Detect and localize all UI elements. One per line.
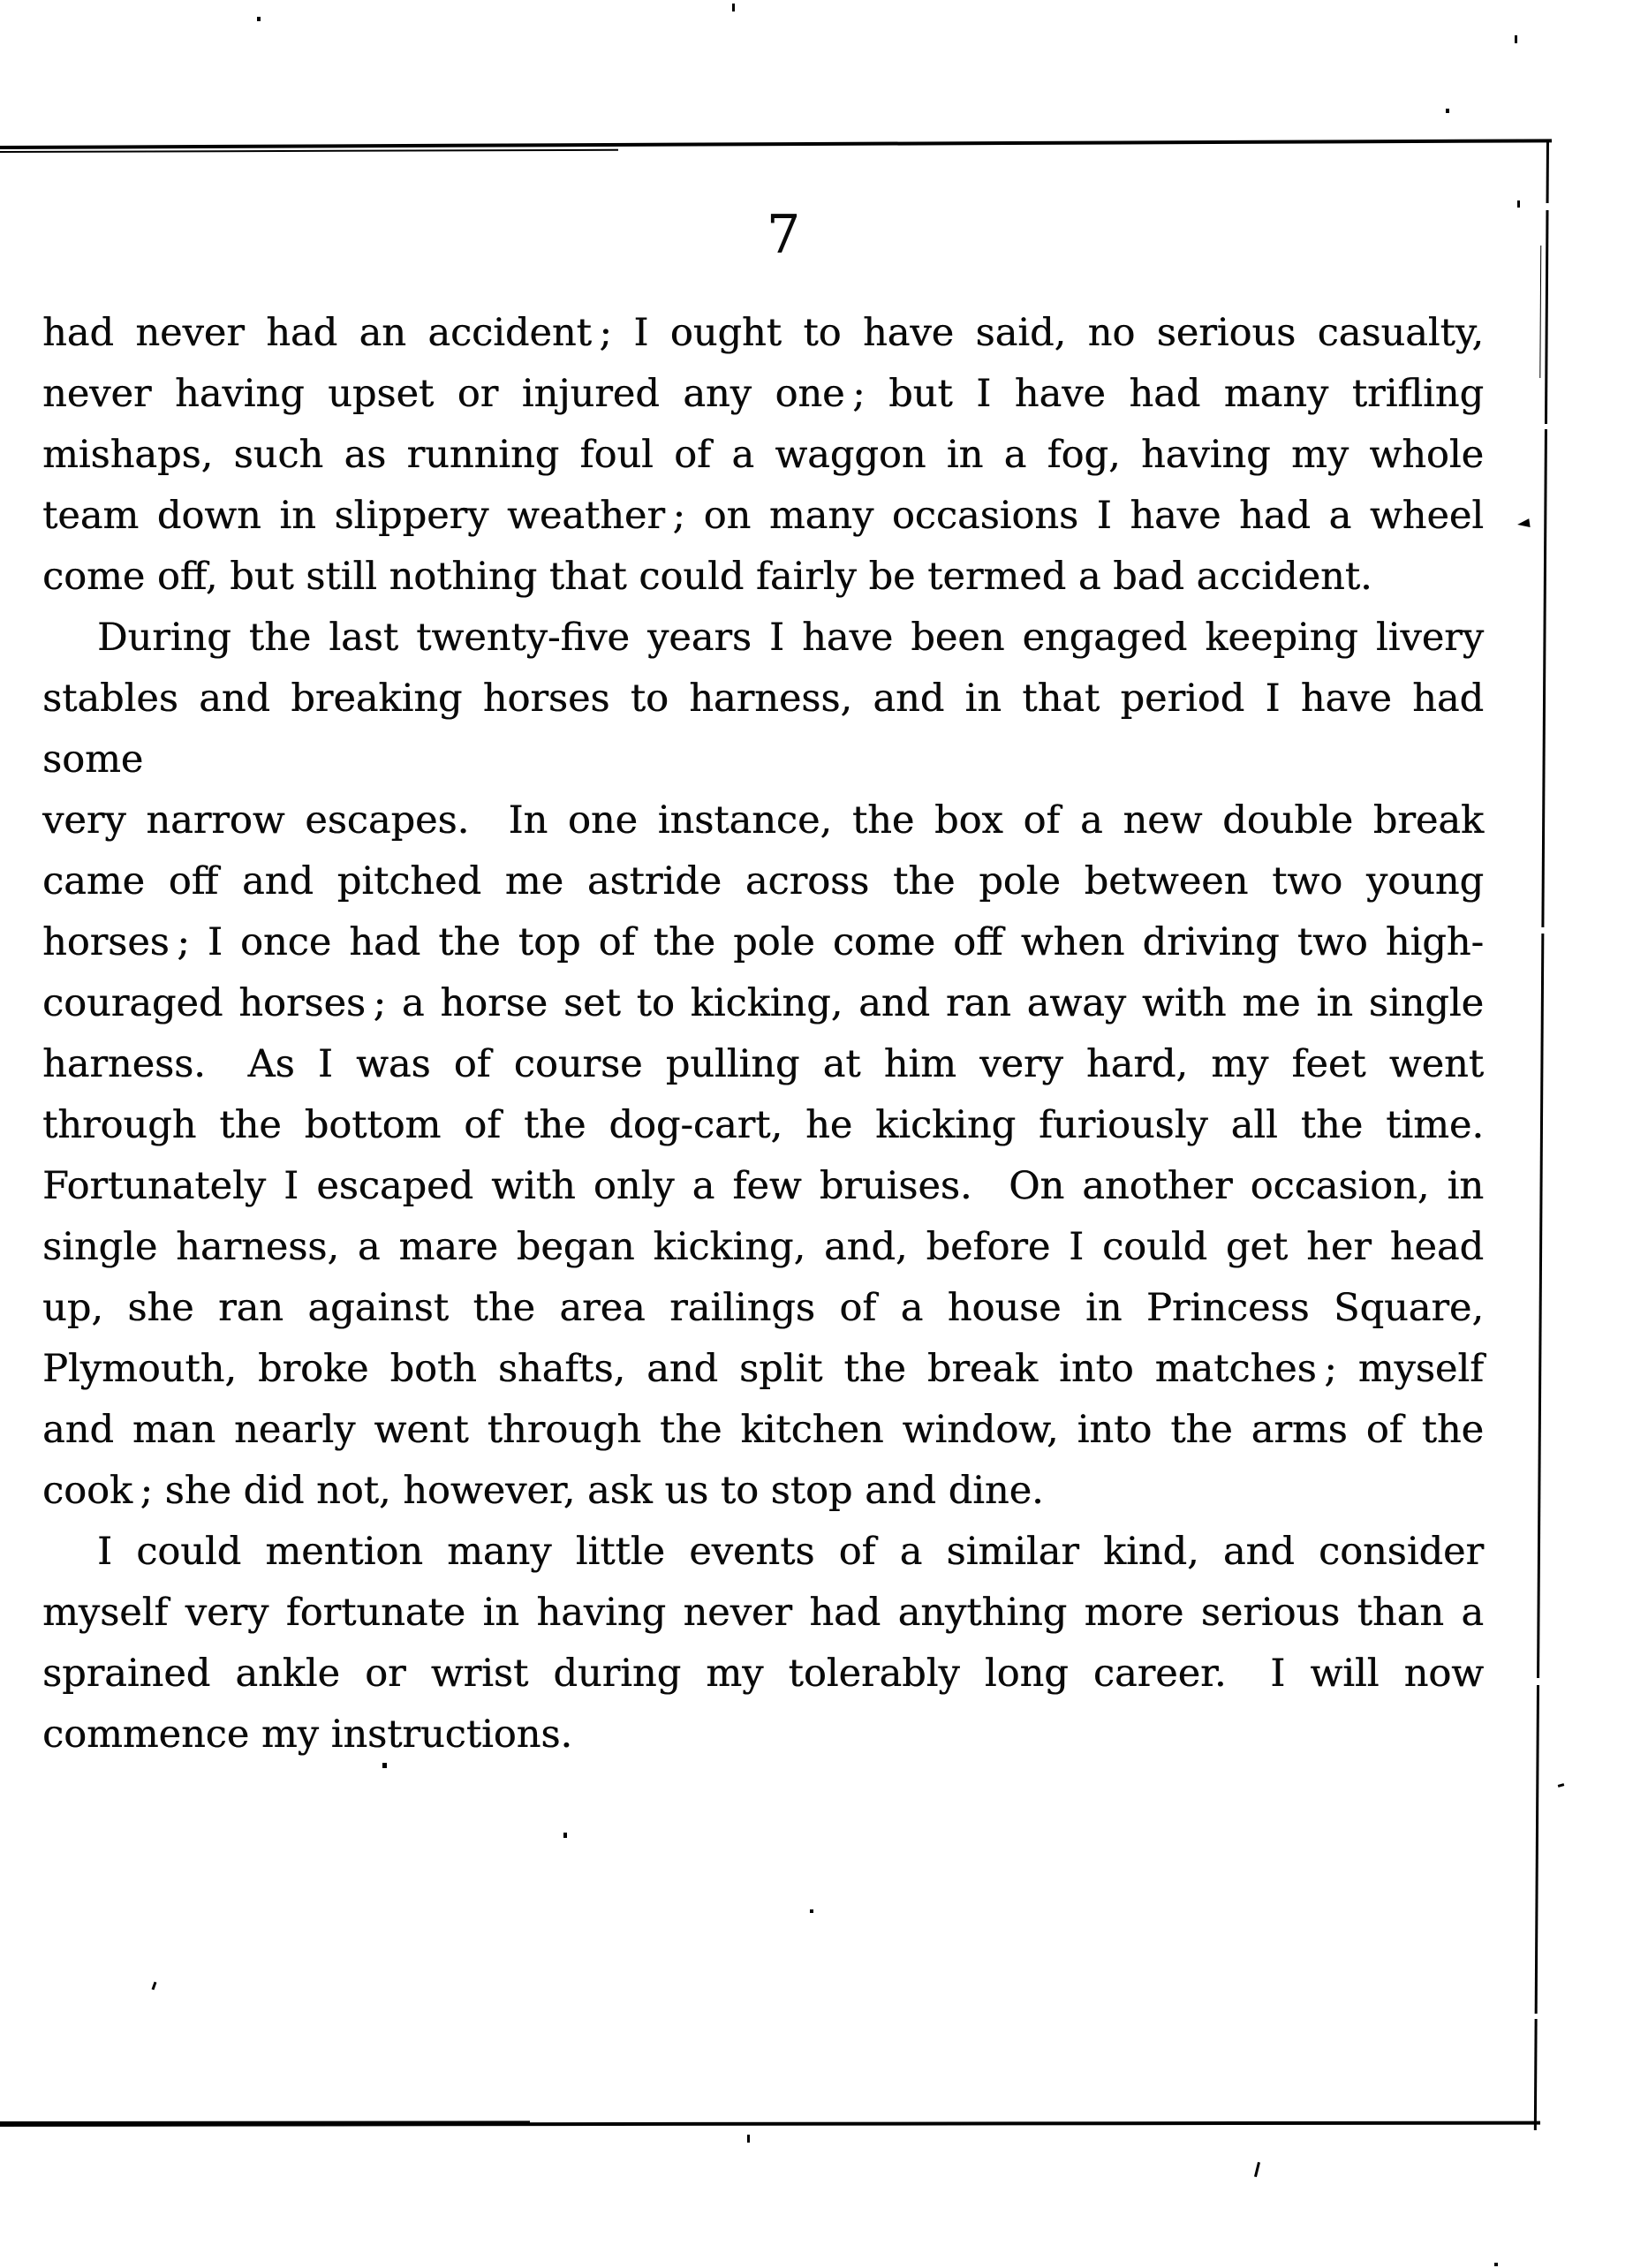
text-line: had never had an accident ; I ought to have said, no serious casualty, [42,311,1484,355]
paragraph [42,1522,1484,1765]
ink-speck [382,1763,387,1768]
ink-speck [747,2135,750,2143]
text-line: team down in slippery weather ; on many occasions I have had a wheel [42,494,1484,538]
text-line: Fortunately I escaped with only a few bruises. On another occasion, in [42,1164,1484,1208]
ink-speck [810,1909,813,1913]
ink-speck [1515,35,1517,43]
border-gap [1533,2014,1539,2019]
page-border-bottom-echo [0,2121,530,2126]
text-line: horses ; I once had the top of the pole come off when driving two high- [42,920,1484,964]
ink-speck [152,1982,157,1990]
text-line: and man nearly went through the kitchen window, into the arms of the [42,1408,1484,1452]
paragraph [42,303,1484,608]
ink-speck [732,4,735,11]
ink-speck [1517,200,1520,208]
ink-speck [1446,109,1449,113]
ink-speck [1558,1783,1565,1788]
text-line: mishaps, such as running foul of a waggon in a fog, having my whole [42,433,1484,477]
paragraph [42,608,1484,1522]
text-line: harness. As I was of course pulling at him very hard, my feet went [42,1042,1484,1086]
text-line: sprained ankle or wrist during my tolerably long career. I will now [42,1652,1484,1696]
ink-speck [563,1833,567,1838]
text-line: couraged horses ; a horse set to kicking, and ran away with me in single [42,981,1484,1025]
text-line: I could mention many little events of a similar kind, and consider [97,1530,1484,1574]
text-line: During the last twenty-five years I have been engaged keeping livery [97,616,1484,660]
ink-speck [257,17,261,21]
text-line: Plymouth, broke both shafts, and split the break into matches ; myself [42,1347,1484,1391]
page-border-top-echo [0,149,618,153]
page-number: 7 [766,204,801,266]
border-gap [1539,927,1546,934]
margin-arrow-mark [1516,518,1530,529]
text-line: myself very fortunate in having never had anything more serious than a [42,1591,1484,1635]
page-border-right [1534,140,1549,2130]
text-line: came off and pitched me astride across the pole between two young [42,859,1484,903]
border-gap [1535,1678,1541,1685]
text-line: stables and breaking horses to harness, and in that period I have had some [42,677,1484,782]
ink-speck [1494,2263,1498,2266]
text-line: very narrow escapes. In one instance, the box of a new double break [42,798,1484,843]
text-line: single harness, a mare began kicking, and, before I could get her head [42,1225,1484,1269]
page-border-top [0,139,1552,149]
text-line: come off, but still nothing that could fairly be termed a bad accident. [42,555,1372,599]
ink-speck [1254,2162,1260,2177]
border-gap [1543,424,1549,429]
text-line: up, she ran against the area railings of a house in Princess Square, [42,1286,1484,1330]
text-line: never having upset or injured any one ; but I have had many trifling [42,372,1484,416]
text-line: commence my instructions. [42,1712,573,1757]
page-text [42,303,1484,1765]
text-line: through the bottom of the dog-cart, he kicking furiously all the time. [42,1103,1484,1147]
text-line: cook ; she did not, however, ask us to stop and dine. [42,1469,1044,1513]
border-gap [1544,203,1550,210]
page-border-right-echo [1539,246,1541,378]
